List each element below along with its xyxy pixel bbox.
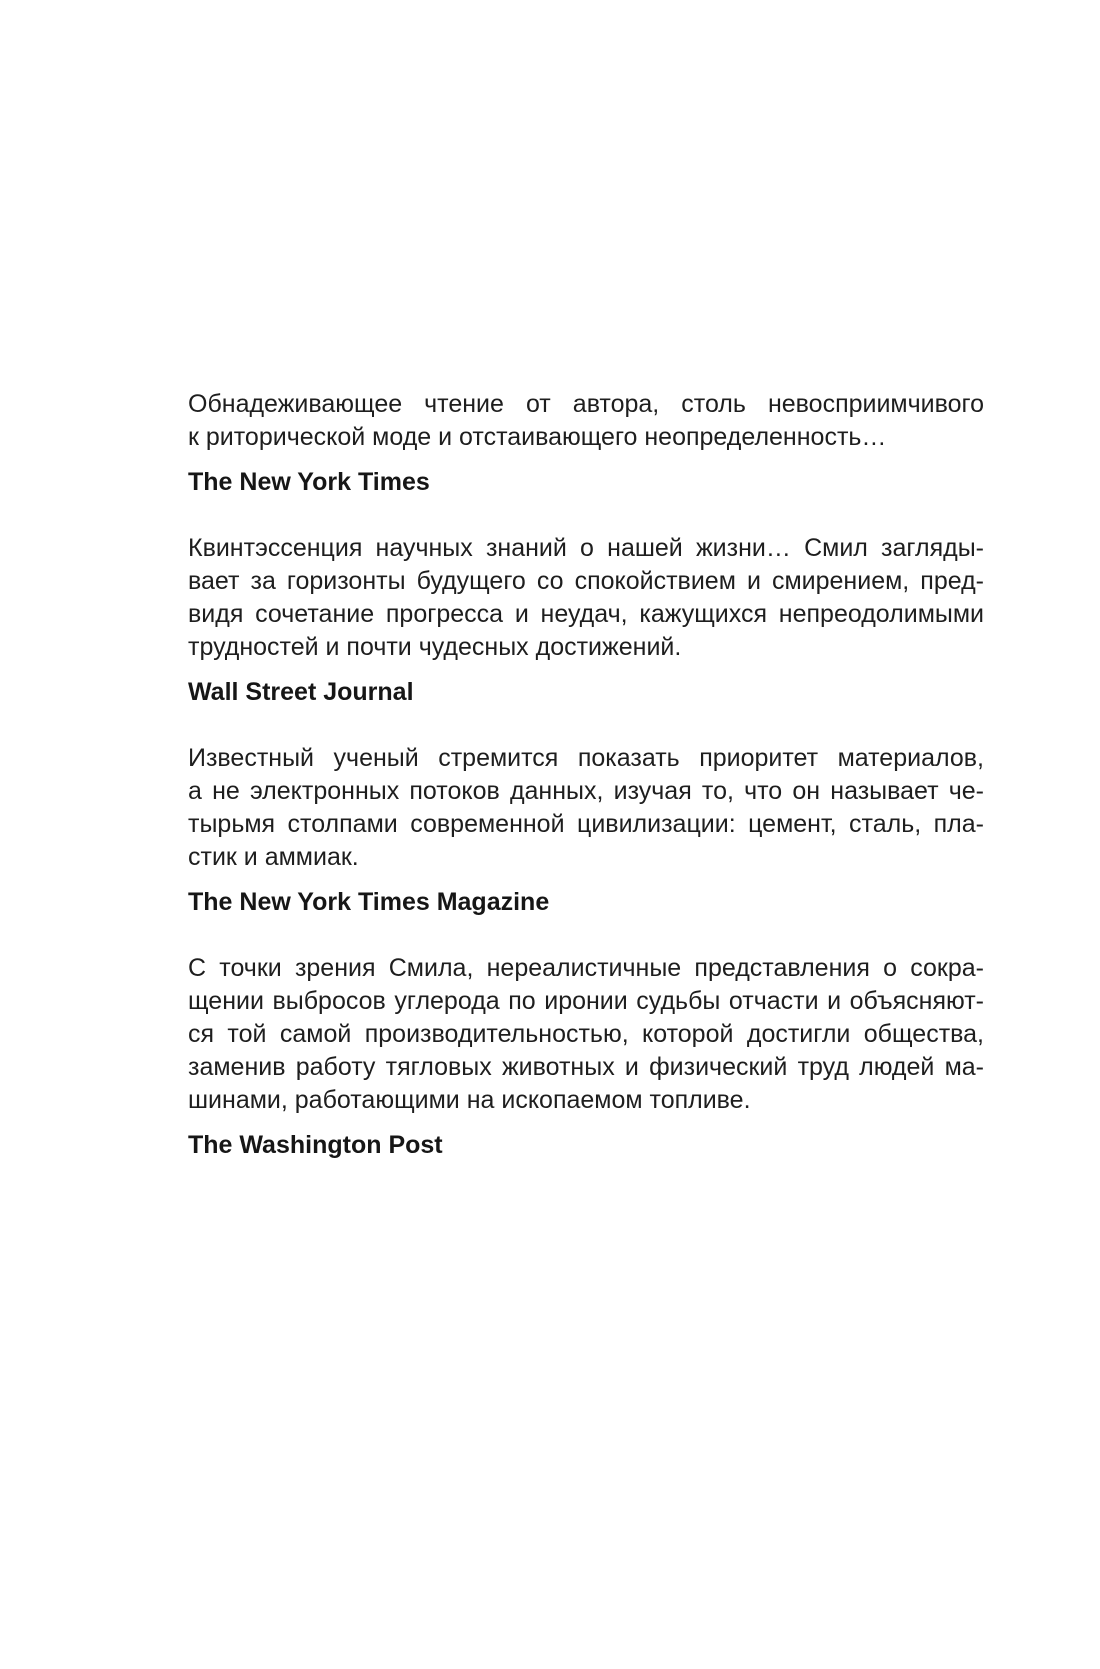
quote-line: видя сочетание прогресса и неудач, кажущихся непреодолимыми: [188, 600, 984, 628]
source-attribution: The New York Times: [188, 468, 430, 496]
quote-line: Известный ученый стремится показать приоритет материалов,: [188, 744, 984, 772]
source-attribution: Wall Street Journal: [188, 678, 414, 706]
quote-block: [188, 742, 984, 919]
source-attribution: The New York Times Magazine: [188, 888, 550, 916]
quote-line: Обнадеживающее чтение от автора, столь невосприимчивого: [188, 390, 984, 418]
quote-text: [188, 388, 984, 454]
quote-line: щении выбросов углерода по иронии судьбы отчасти и объясняют-: [188, 987, 984, 1015]
quote-text: [188, 532, 984, 664]
quote-line: к риторической моде и отстаивающего неопределенность…: [188, 423, 887, 451]
quote-text: [188, 952, 984, 1117]
praise-quotes-column: [188, 388, 984, 1195]
quote-block: [188, 532, 984, 709]
quote-line: тырьмя столпами современной цивилизации: цемент, сталь, пла-: [188, 810, 984, 838]
quote-line: стик и аммиак.: [188, 843, 359, 871]
quote-line: шинами, работающими на ископаемом топливе.: [188, 1086, 751, 1114]
quote-line: С точки зрения Смила, нереалистичные представления о сокра-: [188, 954, 984, 982]
quote-block: [188, 388, 984, 499]
quote-block: [188, 952, 984, 1162]
quote-line: заменив работу тягловых животных и физический труд людей ма-: [188, 1053, 984, 1081]
quote-line: трудностей и почти чудесных достижений.: [188, 633, 682, 661]
quote-text: [188, 742, 984, 874]
quote-line: ся той самой производительностью, которой достигли общества,: [188, 1020, 984, 1048]
quote-line: Квинтэссенция научных знаний о нашей жизни… Смил загляды-: [188, 534, 984, 562]
quote-line: вает за горизонты будущего со спокойствием и смирением, пред-: [188, 567, 984, 595]
source-attribution: The Washington Post: [188, 1131, 443, 1159]
quote-line: а не электронных потоков данных, изучая то, что он называет че-: [188, 777, 984, 805]
